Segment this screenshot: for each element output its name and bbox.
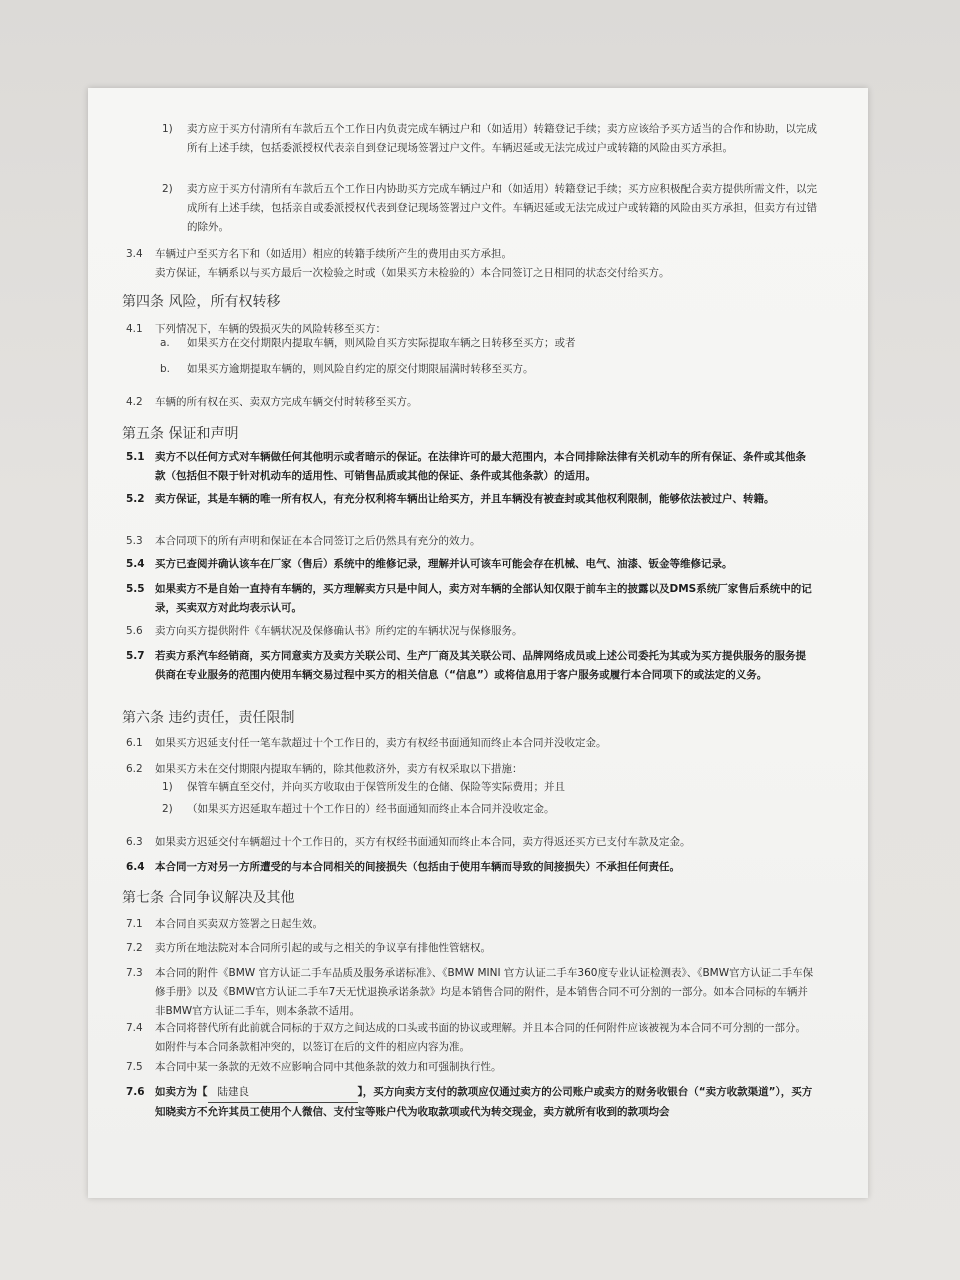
clause-number: 5.4 (126, 558, 145, 570)
clause-number: 5.2 (126, 493, 145, 505)
clause-number: 7.1 (126, 918, 143, 930)
section-heading: 第四条 风险，所有权转移 (122, 294, 281, 310)
clause-text: 如果卖方不是自始一直持有车辆的，买方理解卖方只是中间人，卖方对车辆的全部认知仅限于前车主的披露以及DMS系统厂家售后系统中的记录，买卖双方对此均表示认可。 (155, 583, 812, 614)
clause-number: 4.1 (126, 323, 143, 335)
clause-number: 5.1 (126, 451, 145, 463)
clause-text: 下列情况下，车辆的毁损灭失的风险转移至买方： (155, 323, 386, 335)
clause-number: 5.3 (126, 535, 143, 547)
clause-text: 本合同中某一条款的无效不应影响合同中其他条款的效力和可强制执行性。 (155, 1061, 502, 1073)
clause-text: 如果买方逾期提取车辆的，则风险自约定的原交付期限届满时转移至买方。 (187, 363, 534, 375)
clause-number: 6.1 (126, 737, 143, 749)
clause-number: 7.2 (126, 942, 143, 954)
clause-text: 卖方不以任何方式对车辆做任何其他明示或者暗示的保证。在法律许可的最大范围内，本合同排除法律有关机动车的所有保证、条件或其他条款（包括但不限于针对机动车的适用性、可销售品质或其他的保证、条件或其他条款）的适用。 (155, 451, 806, 482)
clause-number: 7.3 (126, 967, 143, 979)
clause-text: 若卖方系汽车经销商，买方同意卖方及卖方关联公司、生产厂商及其关联公司、品牌网络成员或上述公司委托为其或为买方提供服务的服务提供商在专业服务的范围内使用车辆交易过程中买方的相关信息（“信息”）或将信息用于客户服务或履行本合同项下的或法定的义务。 (155, 650, 806, 681)
item-number: 1) (162, 781, 173, 793)
clause-text: 车辆过户至买方名下和（如适用）相应的转籍手续所产生的费用由买方承担。 卖方保证，车辆系以与买方最后一次检验之时或（如果买方未检验的）本合同签订之日相同的状态交付给买方。 (155, 248, 670, 279)
item-number: 1) (162, 123, 173, 135)
clause-text: 本合同的附件《BMW 官方认证二手车品质及服务承诺标准》、《BMW MINI 官方认证二手车360度专业认证检测表》、《BMW官方认证二手车保修手册》以及《BMW官方认证二手车7天无忧退换承诺条款》均是本销售合同的附件，是本销售合同不可分割的一部分。如本合同标的车辆并非BMW官方认证二手车，则本条款不适用。 (155, 967, 814, 1017)
clause-number: 6.3 (126, 836, 143, 848)
clause-number: 5.6 (126, 625, 143, 637)
clause-number: 7.6 (126, 1086, 145, 1098)
item-number: b. (160, 363, 171, 375)
clause-prefix: 如卖方为【 (155, 1086, 208, 1098)
seller-name-field: 陆建良 (208, 1083, 358, 1103)
clause-text: 如果买方未在交付期限内提取车辆的，除其他救济外，卖方有权采取以下措施： (155, 763, 523, 775)
clause-text: 本合同将替代所有此前就合同标的于双方之间达成的口头或书面的协议或理解。并且本合同的任何附件应该被视为本合同不可分割的一部分。如附件与本合同条款相冲突的，以签订在后的文件的相应内容为准。 (155, 1022, 806, 1053)
clause-text: 如果买方迟延支付任一笔车款超过十个工作日的，卖方有权经书面通知而终止本合同并没收定金。 (155, 737, 607, 749)
clause-number: 6.4 (126, 861, 145, 873)
clause-text: 保管车辆直至交付，并向买方收取由于保管所发生的仓储、保险等实际费用；并且 (187, 781, 565, 793)
clause-text: 卖方应于买方付清所有车款后五个工作日内负责完成车辆过户和（如适用）转籍登记手续；卖方应该给予买方适当的合作和协助，以完成所有上述手续，包括委派授权代表亲自到登记现场签署过户文件。车辆迟延或无法完成过户或转籍的风险由买方承担。 (187, 123, 817, 154)
section-heading: 第五条 保证和声明 (122, 426, 239, 442)
clause-text: 卖方所在地法院对本合同所引起的或与之相关的争议享有排他性管辖权。 (155, 942, 491, 954)
clause-text: 本合同自买卖双方签署之日起生效。 (155, 918, 323, 930)
contract-page (88, 88, 868, 1198)
clause-text: 如果买方在交付期限内提取车辆，则风险自买方实际提取车辆之日转移至买方；或者 (187, 337, 576, 349)
clause-text: 买方已查阅并确认该车在厂家（售后）系统中的维修记录，理解并认可该车可能会存在机械、电气、油漆、钣金等维修记录。 (155, 558, 733, 570)
clause-text: 卖方保证，其是车辆的唯一所有权人，有充分权利将车辆出让给买方，并且车辆没有被查封或其他权利限制，能够依法被过户、转籍。 (155, 493, 775, 505)
clause-text: 卖方应于买方付清所有车款后五个工作日内协助买方完成车辆过户和（如适用）转籍登记手续；买方应积极配合卖方提供所需文件，以完成所有上述手续，包括亲自或委派授权代表到登记现场签署过户文件。车辆迟延或无法完成过户或转籍的风险由买方承担，但卖方有过错的除外。 (187, 183, 817, 233)
clause-text: 卖方向买方提供附件《车辆状况及保修确认书》所约定的车辆状况与保修服务。 (155, 625, 523, 637)
clause-suffix: 】，买方向卖方支付的款项应仅通过卖方的公司账户或卖方的财务收银台（“卖方收款渠道”），买方知晓卖方不允许其员工使用个人微信、支付宝等账户代为收取款项或代为转交现金，卖方就所有收到的款项均会 (155, 1086, 813, 1118)
clause-text: 如果卖方迟延交付车辆超过十个工作日的，买方有权经书面通知而终止本合同，卖方得返还买方已支付车款及定金。 (155, 836, 691, 848)
clause-text: （如果买方迟延取车超过十个工作日的）经书面通知而终止本合同并没收定金。 (187, 803, 555, 815)
clause-number: 7.4 (126, 1022, 143, 1034)
item-number: 2) (162, 183, 173, 195)
clause-text: 本合同项下的所有声明和保证在本合同签订之后仍然具有充分的效力。 (155, 535, 481, 547)
clause-number: 3.4 (126, 248, 143, 260)
item-number: 2) (162, 803, 173, 815)
clause-text: 车辆的所有权在买、卖双方完成车辆交付时转移至买方。 (155, 396, 418, 408)
clause-text (155, 1083, 815, 1122)
clause-number: 5.7 (126, 650, 145, 662)
clause-number: 4.2 (126, 396, 143, 408)
clause-number: 5.5 (126, 583, 145, 595)
section-heading: 第七条 合同争议解决及其他 (122, 890, 295, 906)
clause-number: 7.5 (126, 1061, 143, 1073)
section-heading: 第六条 违约责任，责任限制 (122, 710, 295, 726)
item-number: a. (160, 337, 170, 349)
clause-text: 本合同一方对另一方所遭受的与本合同相关的间接损失（包括由于使用车辆而导致的间接损失）不承担任何责任。 (155, 861, 680, 873)
clause-number: 6.2 (126, 763, 143, 775)
